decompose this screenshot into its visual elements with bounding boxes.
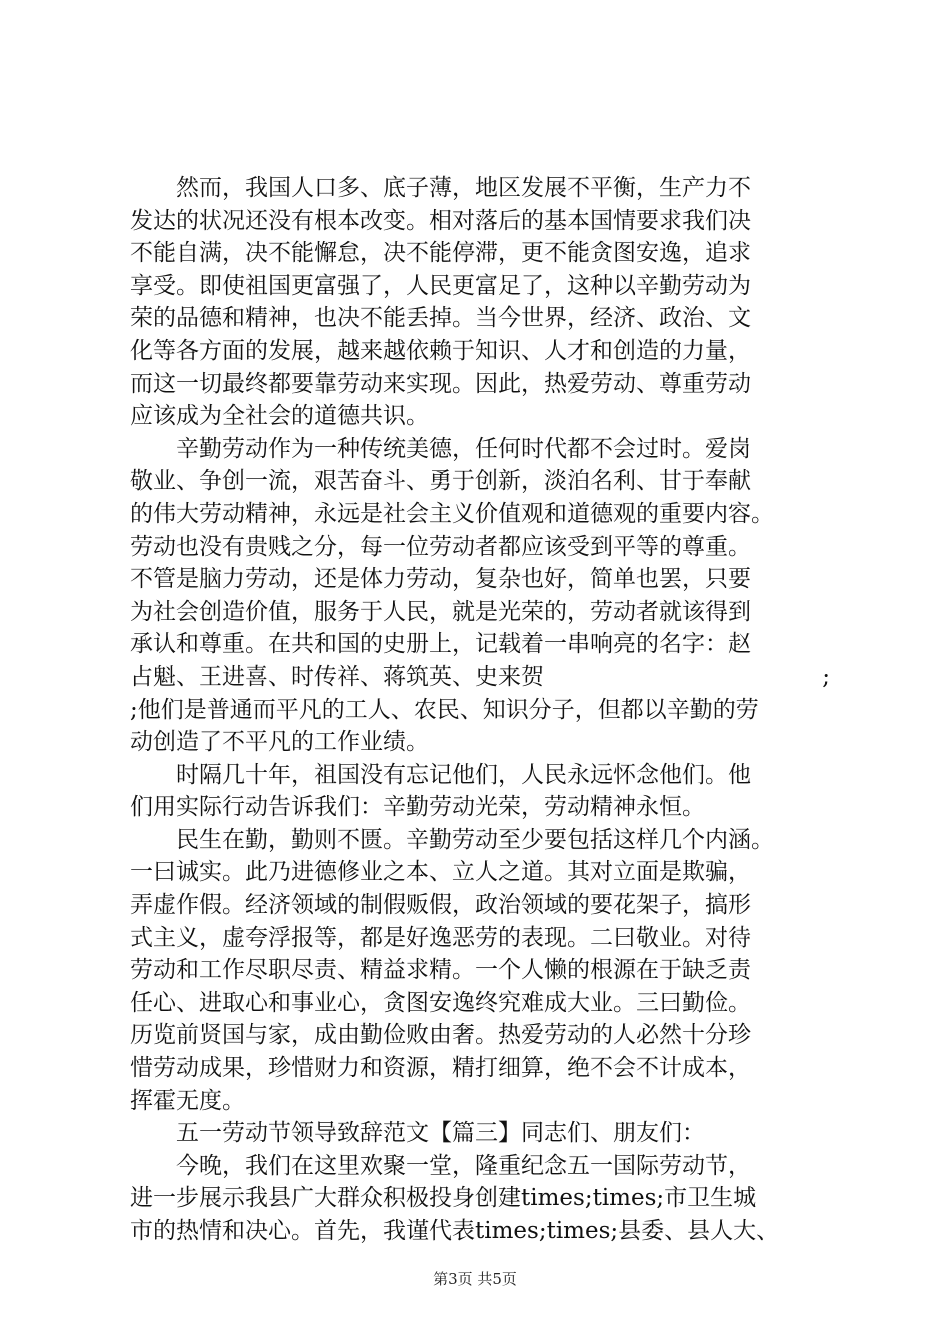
text-line: 一曰诚实。此乃进德修业之本、立人之道。其对立面是欺骗， <box>130 859 751 886</box>
text-line: 享受。即使祖国更富强了，人民更富足了，这种以辛勤劳动为 <box>130 272 751 299</box>
text-line: 应该成为全社会的道德共识。 <box>130 403 429 430</box>
text-line: 为社会创造价值，服务于人民，就是光荣的，劳动者就该得到 <box>130 598 751 625</box>
page-number: 第3页 共5页 <box>433 1270 517 1288</box>
text-line: 式主义，虚夸浮报等，都是好逸恶劳的表现。二曰敬业。对待 <box>130 924 751 951</box>
page-footer <box>0 1268 950 1290</box>
text-line: 民生在勤，勤则不匮。辛勤劳动至少要包括这样几个内涵。 <box>130 826 774 853</box>
text-line: 市的热情和决心。首先，我谨代表times;times;县委、县人大、 <box>130 1218 780 1244</box>
text-line: 荣的品德和精神，也决不能丢掉。当今世界，经济、政治、文 <box>130 305 751 332</box>
text-line: 的伟大劳动精神，永远是社会主义价值观和道德观的重要内容。 <box>130 500 774 527</box>
text-line-semicolon: ; <box>822 663 830 690</box>
text-line: 不管是脑力劳动，还是体力劳动，复杂也好，简单也罢，只要 <box>130 566 751 593</box>
text-line: 历览前贤国与家，成由勤俭败由奢。热爱劳动的人必然十分珍 <box>130 1022 751 1049</box>
text-line: 辛勤劳动作为一种传统美德，任何时代都不会过时。爱岗 <box>130 435 751 462</box>
text-line: 时隔几十年，祖国没有忘记他们，人民永远怀念他们。他 <box>130 761 751 788</box>
text-line: 任心、进取心和事业心，贪图安逸终究难成大业。三曰勤俭。 <box>130 989 751 1016</box>
text-line: 动创造了不平凡的工作业绩。 <box>130 729 429 756</box>
text-line-names: 占魁、王进喜、时传祥、蒋筑英、史来贺 <box>130 663 544 690</box>
text-line: ;他们是普通而平凡的工人、农民、知识分子，但都以辛勤的劳 <box>130 696 759 723</box>
text-line: 劳动和工作尽职尽责、精益求精。一个人懒的根源在于缺乏责 <box>130 957 751 984</box>
text-line: 不能自满，决不能懈怠，决不能停滞，更不能贪图安逸，追求 <box>130 240 751 267</box>
text-line: 发达的状况还没有根本改变。相对落后的基本国情要求我们决 <box>130 207 751 234</box>
text-line: 承认和尊重。在共和国的史册上，记载着一串响亮的名字：赵 <box>130 631 751 658</box>
text-line: 惜劳动成果，珍惜财力和资源，精打细算，绝不会不计成本， <box>130 1055 751 1082</box>
text-line: 挥霍无度。 <box>130 1087 245 1114</box>
text-line: 弄虚作假。经济领域的制假贩假，政治领域的要花架子，搞形 <box>130 892 751 919</box>
text-line <box>130 661 830 694</box>
text-line: 们用实际行动告诉我们：辛勤劳动光荣，劳动精神永恒。 <box>130 794 705 821</box>
text-line: 敬业、争创一流，艰苦奋斗、勇于创新，淡泊名利、甘于奉献 <box>130 468 751 495</box>
text-line: 今晚，我们在这里欢聚一堂，隆重纪念五一国际劳动节， <box>130 1152 751 1179</box>
text-line: 劳动也没有贵贱之分，每一位劳动者都应该受到平等的尊重。 <box>130 533 751 560</box>
text-line: 而这一切最终都要靠劳动来实现。因此，热爱劳动、尊重劳动 <box>130 370 751 397</box>
text-line: 进一步展示我县广大群众积极投身创建times;times;市卫生城 <box>130 1185 757 1212</box>
document-body <box>130 172 830 1248</box>
text-line: 五一劳动节领导致辞范文【篇三】同志们、朋友们： <box>130 1120 705 1147</box>
text-line: 化等各方面的发展，越来越依赖于知识、人才和创造的力量， <box>130 337 751 364</box>
text-line: 然而，我国人口多、底子薄，地区发展不平衡，生产力不 <box>130 175 751 201</box>
